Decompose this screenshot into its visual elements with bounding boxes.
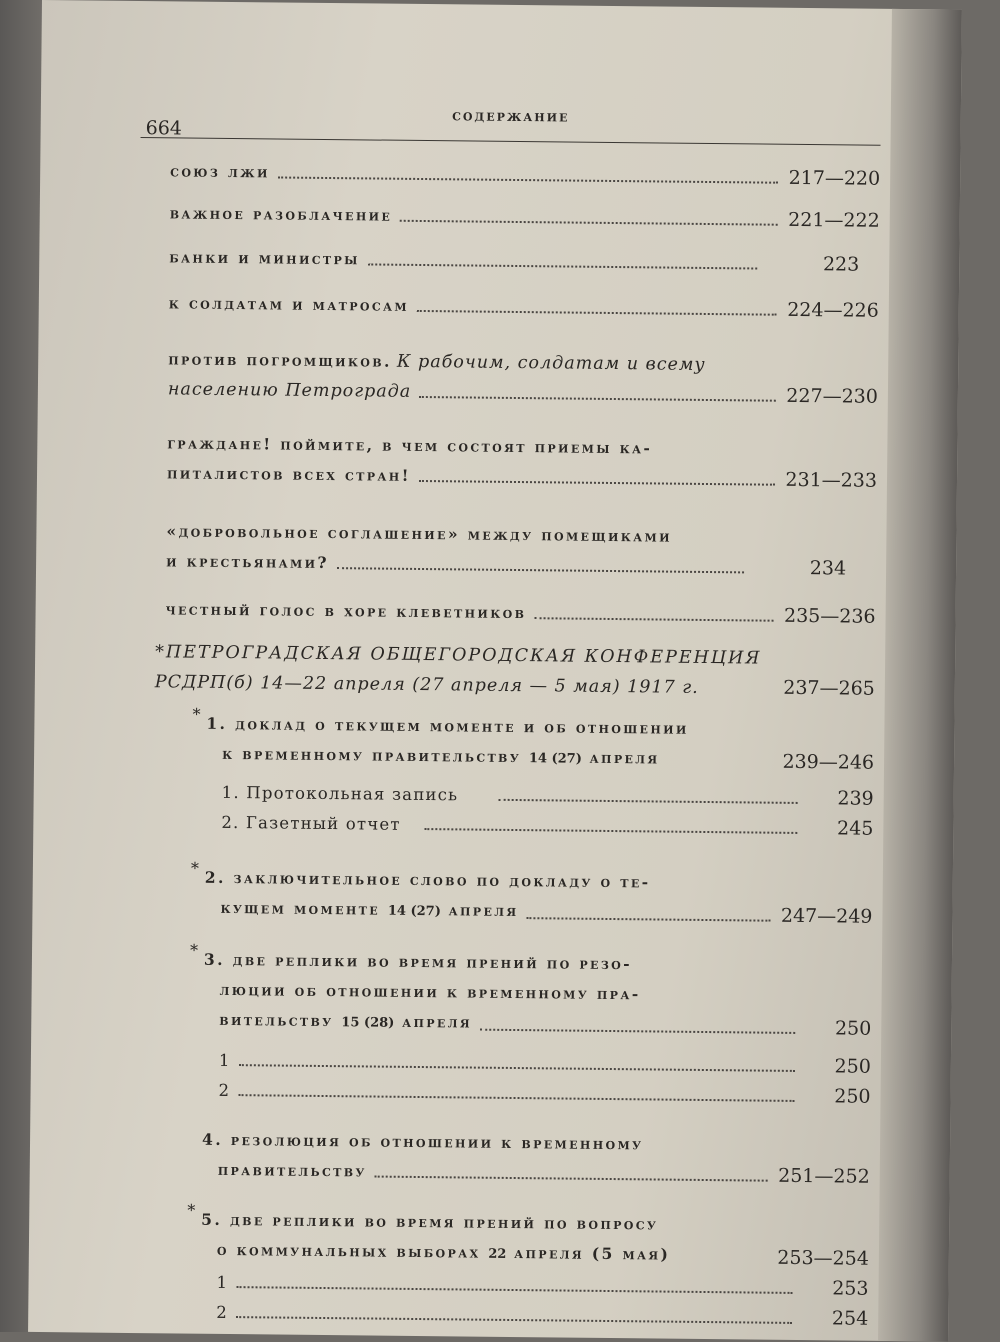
conference-item [202, 1125, 871, 1192]
entry-pages: 251—252 [778, 1164, 870, 1188]
entry-title: честный голос в хоре клеветников [165, 599, 527, 623]
subentry-pages: 245 [836, 817, 874, 840]
entry-title-italic: К рабочим, солдатам и всему [396, 351, 706, 375]
item-title-text: к временному правительству [222, 743, 522, 767]
asterisk-mark: * [187, 1200, 196, 1220]
entry-title-line: и крестьянами? [166, 551, 330, 573]
item-title-line: 5. две реплики во время прений по вопросу [201, 1209, 659, 1234]
subentry-label: 2 [218, 1080, 231, 1101]
leader-dots [419, 480, 775, 486]
entry-title-caps: против погромщиков. [168, 349, 392, 371]
toc-content [128, 101, 881, 1334]
item-title-line [204, 893, 518, 928]
toc-entry-multiline [167, 428, 878, 495]
conference-title-line: РСДРП(б) 14—22 апреля (27 апреля — 5 мая) 1917 г. [154, 672, 699, 698]
entry-pages: 224—226 [787, 298, 879, 322]
conference-item [187, 1200, 869, 1334]
leader-dots [498, 799, 797, 804]
entry-pages: 227—230 [786, 384, 879, 408]
item-title-text: апреля [448, 900, 519, 921]
entry-pages: 239—246 [782, 750, 875, 774]
subentry-pages: 239 [837, 787, 874, 810]
entry-pages: 237—265 [783, 676, 875, 700]
item-title-text: апреля [589, 747, 660, 768]
subentry-pages: 253 [832, 1277, 869, 1300]
toc-entry-multiline [168, 344, 879, 411]
entry-title: банки и министры [169, 247, 360, 269]
entry-pages: 231—233 [785, 468, 878, 492]
leader-dots [375, 1176, 768, 1182]
entry-title-line: граждане! поймите, в чем состоят приемы ка- [167, 433, 653, 458]
asterisk-mark: * [190, 858, 200, 878]
page-number: 664 [145, 117, 183, 140]
conference-title-line: *ПЕТРОГРАДСКАЯ ОБЩЕГОРОДСКАЯ КОНФЕРЕНЦИЯ [155, 642, 762, 669]
subentry-label: 1 [218, 1050, 231, 1071]
entry-title: важное разоблачение [169, 203, 393, 225]
running-title: СОДЕРЖАНИЕ [452, 110, 570, 125]
subentry-label: 2. Газетный отчет [221, 812, 401, 834]
subentry-pages: 254 [831, 1307, 869, 1330]
item-title-line: 4. резолюция об отношении к временному [201, 1129, 644, 1154]
item-title-text: кущем моменте [220, 897, 381, 919]
item-date: 14 (27) [528, 751, 583, 767]
entry-title-line: «добровольное соглашение» между помещиками [166, 521, 673, 546]
entry-pages: 217—220 [788, 166, 881, 190]
subentry-label: 2 [216, 1302, 229, 1323]
item-title-line: 3. две реплики во время прений по резо- [203, 949, 633, 974]
leader-dots [480, 1029, 795, 1034]
toc-entry-multiline [166, 516, 877, 583]
entry-pages: 253—254 [777, 1246, 869, 1270]
item-title-line: 2. заключительное слово по докладу о те- [204, 867, 651, 892]
item-title-text: о коммунальных выборах [216, 1239, 481, 1262]
asterisk-mark: * [189, 940, 199, 960]
item-title-text: апреля (5 мая) [514, 1243, 671, 1264]
entry-title-line: питалистов всех стран! [166, 463, 411, 485]
item-title-line [203, 1005, 472, 1040]
entry-pages: 234 [809, 557, 847, 580]
leader-dots [337, 567, 744, 573]
entry-pages: 223 [822, 253, 860, 276]
toc-entry-conference [155, 638, 876, 704]
subentry-pages: 250 [834, 1085, 871, 1108]
entry-pages: 250 [834, 1017, 872, 1040]
leader-dots [236, 1286, 792, 1294]
leader-dots [400, 220, 778, 226]
leader-dots [419, 396, 776, 402]
item-date: 22 [488, 1246, 507, 1262]
entry-pages: 235—236 [783, 604, 876, 628]
leader-dots [526, 917, 770, 922]
conference-item [192, 704, 875, 844]
item-date: 14 (27) [387, 903, 441, 920]
leader-dots [238, 1094, 794, 1102]
entry-title: союз лжи [170, 161, 270, 182]
item-title-line: 1. доклад о текущем моменте и об отношении [206, 713, 689, 738]
item-title-line: люции об отношении к временному пра- [219, 979, 641, 1004]
subentry-label: 1. Протокольная запись [221, 782, 459, 805]
leader-dots [534, 617, 773, 622]
item-title-text: вительству [219, 1009, 334, 1031]
leader-dots [239, 1064, 795, 1072]
asterisk-mark: * [192, 704, 201, 724]
leader-dots [236, 1316, 792, 1324]
leader-dots [368, 263, 757, 269]
page-header [141, 101, 881, 146]
item-title-text: апреля [402, 1011, 473, 1032]
entry-title: к солдатам и матросам [168, 293, 410, 315]
conference-item [190, 858, 873, 932]
leader-dots [278, 176, 778, 183]
page-edge-shadow [878, 9, 962, 1342]
entry-title-italic: населению Петрограда [167, 379, 412, 402]
leader-dots [425, 828, 798, 834]
conference-item [189, 940, 872, 1112]
item-title-line [206, 739, 660, 776]
subentry-pages: 250 [834, 1055, 871, 1078]
item-date: 15 (28) [341, 1015, 395, 1031]
leader-dots [417, 310, 777, 316]
item-title-line: правительству [217, 1159, 367, 1181]
subentry-label: 1 [216, 1272, 229, 1293]
item-title-line [201, 1235, 671, 1272]
entry-pages: 221—222 [788, 208, 880, 232]
book-page [28, 0, 962, 1342]
entry-pages: 247—249 [780, 904, 873, 928]
